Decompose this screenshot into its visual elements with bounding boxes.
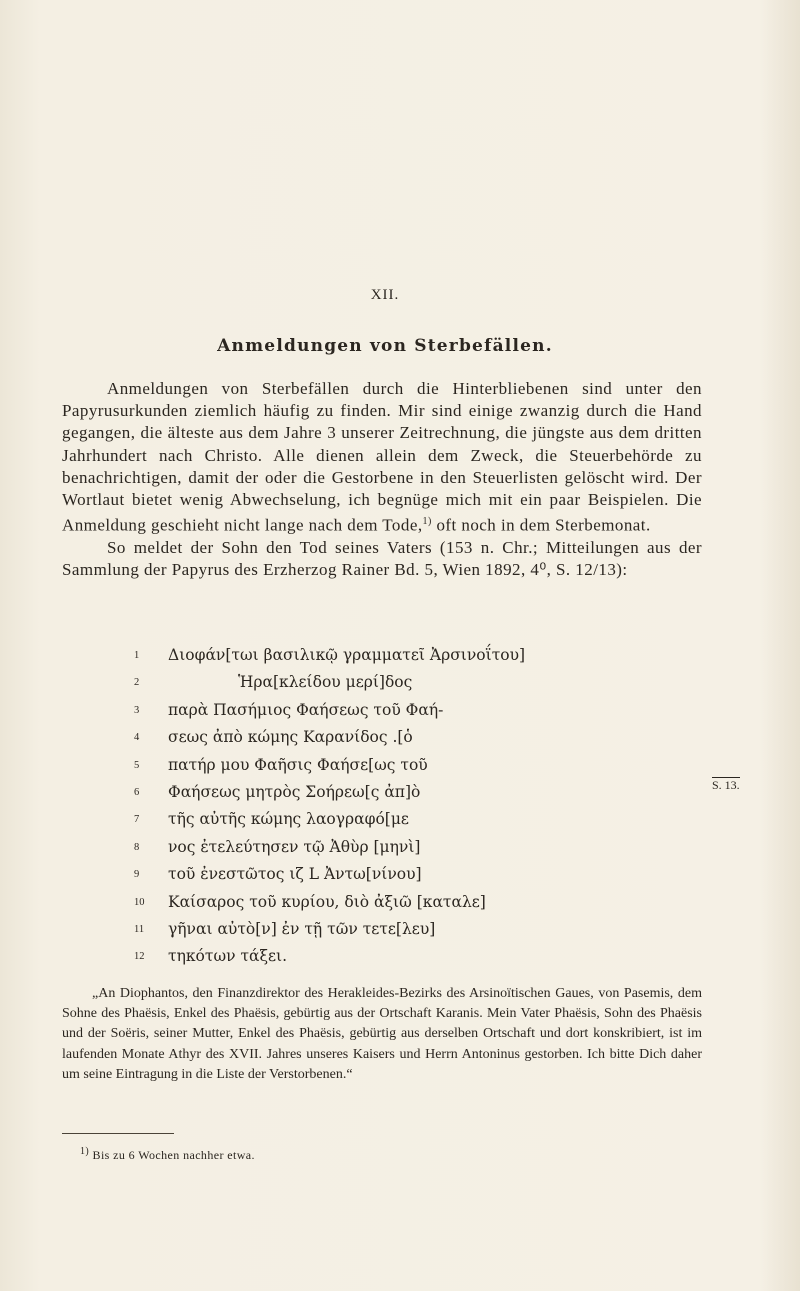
greek-line-text: γῆναι αὐτὸ[ν] ἐν τῇ τῶν τετε[λευ]	[168, 919, 436, 938]
line-number: 9	[134, 869, 140, 881]
line-number: 12	[134, 951, 145, 963]
footnote-marker: 1)	[80, 1146, 90, 1157]
line-number: 7	[134, 814, 140, 826]
page-margin-note: S. 13.	[712, 778, 740, 792]
line-number: 5	[134, 759, 140, 771]
greek-line	[134, 724, 594, 751]
paragraph-1-text: Anmeldungen von Sterbefällen durch die Hinterbliebenen sind unter den Papyrusurkunden ziemlich häufig zu finden. Mir sind einige zwanzig durch die Hand gegangen, die älteste aus dem Jahre 3 unserer Zeitrechnung, die jüngste aus dem dritten Jahrhundert nach Christo. Alle dienen allein dem Zweck, die Steuerbehörde zu benachrichtigen, damit der oder die Gestorbene in den Steuerlisten gelöscht wird. Der Wortlaut bietet wenig Abwechselung, ich begnüge mich mit ein paar Beispielen. Die Anmeldung geschieht nicht lange nach dem Tode,	[62, 379, 702, 535]
greek-line-text: τῆς αὐτῆς κώμης λαογραφό[με	[168, 810, 409, 829]
greek-line	[134, 861, 594, 888]
greek-line	[134, 834, 594, 861]
greek-line	[134, 916, 594, 943]
greek-line-text: Διοφάν[τωι βασιλικῷ γραμματεῖ Ἀρσινοΐτου]	[168, 646, 526, 664]
greek-line-text: Φαήσεως μητρὸς Σοήρεω[ς ἀπ]ὸ	[168, 782, 421, 801]
greek-line	[134, 779, 594, 806]
paragraph-1-text-after: oft noch in dem Sterbemonat.	[431, 515, 651, 535]
greek-papyrus-text	[134, 642, 594, 971]
line-number: 11	[134, 923, 145, 935]
line-number: 8	[134, 841, 140, 853]
line-number: 6	[134, 786, 140, 798]
footnote-reference: 1)	[422, 516, 432, 528]
greek-line-text: νος ἐτελεύτησεν τῷ Ἀθὺρ [μηνὶ]	[168, 837, 421, 856]
chapter-number: XII.	[370, 287, 400, 303]
greek-line-text: πατήρ μου Φαῆσις Φαήσε[ως τοῦ	[168, 755, 428, 774]
greek-line	[134, 943, 594, 970]
greek-line-text: τοῦ ἐνεστῶτος ιζ L Ἀντω[νίνου]	[168, 865, 422, 884]
greek-line	[134, 752, 594, 779]
greek-line	[134, 697, 594, 724]
greek-line	[134, 669, 594, 696]
line-number: 3	[134, 704, 140, 716]
line-number: 2	[134, 677, 140, 689]
chapter-title: Anmeldungen von Sterbefällen.	[217, 336, 553, 356]
greek-line	[134, 889, 594, 916]
translation-paragraph: „An Diophantos, den Finanzdirektor des Herakleides-Bezirks des Arsinoïtischen Gaues, von Pasemis, dem Sohne des Phaësis, Enkel des Phaësis, gebürtig aus der Ortschaft Karanis. Mein Vater Phaësis, Sohn des Phaësis und der Soëris, seiner Mutter, Enkel des Phaësis, gebürtig aus derselben Ortschaft und dort konskribiert, ist im laufenden Monate Athyr des XVII. Jahres unseres Kaisers und Herrn Antoninus gestorben. Ich bitte Dich daher um seine Eintragung in die Liste der Verstorbenen.“	[62, 986, 702, 1082]
greek-line-text: Καίσαρος τοῦ κυρίου, διὸ ἀξιῶ [καταλε]	[168, 892, 486, 911]
footnote-text: Bis zu 6 Wochen nachher etwa.	[89, 1148, 255, 1162]
line-number: 10	[134, 896, 145, 908]
line-number: 1	[134, 650, 140, 661]
greek-line-text: Ἡρα[κλείδου μερί]δος	[238, 673, 413, 692]
paragraph-2: So meldet der Sohn den Tod seines Vaters (153 n. Chr.; Mitteilungen aus der Sammlung der Papyrus des Erzherzog Rainer Bd. 5, Wien 1892, 4⁰, S. 12/13):	[62, 538, 702, 580]
footnote-divider	[62, 1133, 174, 1134]
greek-line	[134, 642, 594, 669]
greek-line-text: τηκότων τάξει.	[168, 947, 288, 966]
body-text	[62, 378, 702, 581]
paragraph-1	[62, 378, 702, 537]
translation-text	[62, 984, 702, 1085]
greek-line-text: σεως ἀπὸ κώμης Καρανίδος .[ὁ	[168, 728, 413, 747]
line-number: 4	[134, 732, 140, 744]
greek-line-text: παρὰ Πασήμιος Φαήσεως τοῦ Φαή-	[168, 700, 444, 719]
greek-line	[134, 806, 594, 833]
footnote	[80, 1146, 255, 1163]
